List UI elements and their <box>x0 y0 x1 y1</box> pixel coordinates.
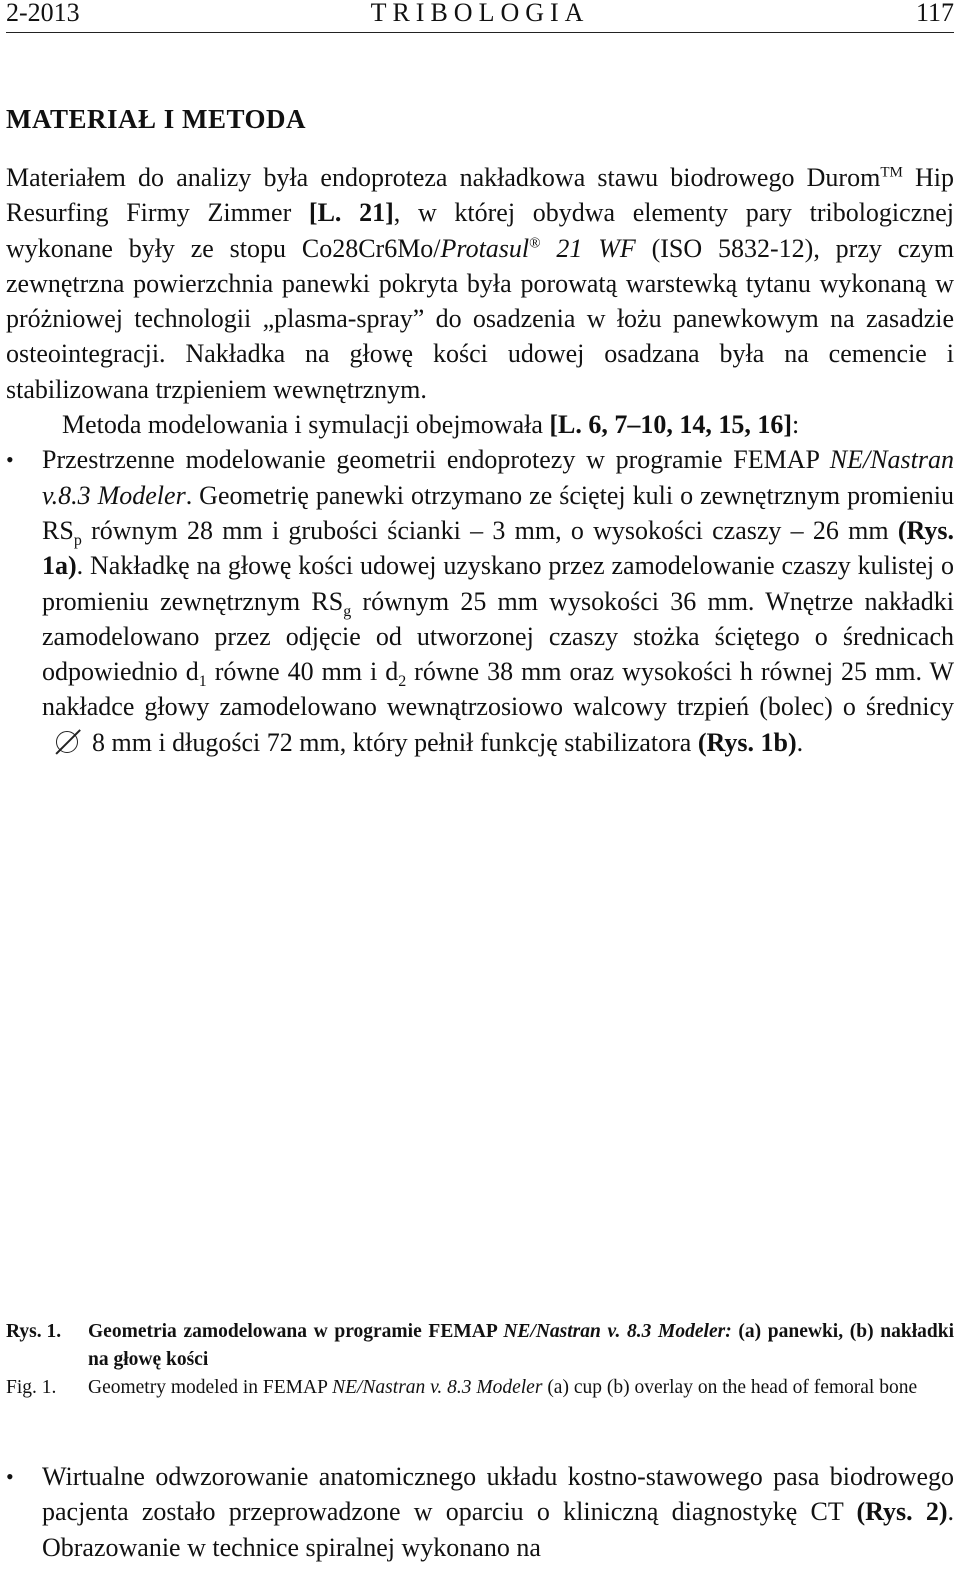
text-run: , w której obydwa elementy pary tribologicznej wykonane były ze stopu Co28Cr6Mo/ <box>6 198 954 263</box>
list-item <box>6 442 954 760</box>
trademark-sup: TM <box>880 164 903 181</box>
registered-sup: ® <box>529 234 541 251</box>
bullet-icon: • <box>6 447 14 473</box>
text-run: (ISO 5832-12), przy czym zewnętrzna powierzchnia panewki pokryta była porowatą warstewką tytanu wykonaną w próżniowej technologii „plasma-spray” do osadzenia w łożu panewkowym na zasadzie osteointegracji. Nakładka na głowę kości udowej osadzana była na cemencie i stabilizowana trzpieniem wewnętrznym. <box>6 233 955 404</box>
software-name: NE/Nastran v.8.3 Modeler <box>42 445 954 510</box>
text-run: (a) cup (b) overlay on the head of femoral bone <box>542 1377 918 1398</box>
subscript: p <box>73 532 82 550</box>
figure-caption <box>6 1318 954 1402</box>
caption-text <box>88 1318 954 1374</box>
caption-polish <box>6 1318 954 1374</box>
reference: [L. 21] <box>308 198 394 228</box>
reference: [L. 6, 7–10, 14, 15, 16] <box>549 410 793 440</box>
list-item <box>6 1459 954 1565</box>
section-title: MATERIAŁ I METODA <box>6 104 307 134</box>
text-run: Wirtualne odwzorowanie anatomicznego układu kostno-stawowego pasa biodrowego pacjenta zostało przeprowadzone w oparciu o kliniczną diagnostykę CT <box>42 1462 954 1527</box>
text-run: Materiałem do analizy była endoproteza nakładkowa stawu biodrowego Durom <box>6 163 881 192</box>
text-run: . Obrazowanie w technice spiralnej wykonano na <box>42 1497 955 1562</box>
diameter-symbol-icon <box>56 731 78 753</box>
text-run: równym 28 mm i grubości ścianki – 3 mm, o wysokości czaszy – 26 mm <box>81 515 898 545</box>
issue-number: 2-2013 <box>6 0 80 27</box>
material-name: Protasul <box>440 233 530 263</box>
text-run: (a) panewki, (b) nakładki na głowę kości <box>88 1321 954 1370</box>
paragraph-materials <box>6 160 954 407</box>
figure-reference: (Rys. 2) <box>856 1497 948 1527</box>
caption-english <box>6 1374 954 1402</box>
text-run: równe 38 mm oraz wysokości h równej 25 mm. W nakładce głowy zamodelowano wewnątrzosiowo walcowy trzpień (bolec) o średnicy <box>42 657 954 722</box>
text-run: : <box>792 410 800 440</box>
figure-reference: (Rys. 1a) <box>42 515 954 581</box>
subscript: g <box>343 602 352 620</box>
caption-label: Fig. 1. <box>6 1377 57 1398</box>
material-grade: 21 WF <box>540 233 636 263</box>
software-name: NE/Nastran v. 8.3 Modeler: <box>503 1321 732 1342</box>
software-name: NE/Nastran v. 8.3 Modeler <box>332 1377 543 1398</box>
text-run: . Geometrię panewki otrzymano ze ściętej kuli o zewnętrznym promieniu RS <box>42 480 954 545</box>
text-run: 8 mm i długości 72 mm, który pełnił funkcję stabilizatora <box>92 727 698 757</box>
body-text <box>6 160 954 760</box>
text-run: Hip Resurfing Firmy Zimmer <box>6 163 954 228</box>
text-run: Geometria zamodelowana w programie FEMAP <box>88 1321 504 1342</box>
text-run: . <box>796 727 804 757</box>
bullet-icon: • <box>6 1464 14 1489</box>
journal-title: TRIBOLOGIA <box>370 0 590 27</box>
page-number: 117 <box>915 0 954 27</box>
subscript: 1 <box>198 673 207 691</box>
text-run: równe 40 mm i d <box>206 657 399 687</box>
method-list-continued <box>6 1459 954 1565</box>
page-header <box>6 0 954 33</box>
paragraph-method <box>6 407 954 442</box>
text-run: . Nakładkę na głowę kości udowej uzyskano przez zamodelowanie czaszy kulistej o promieniu zewnętrznym RS <box>42 551 954 616</box>
figure-reference: (Rys. 1b) <box>697 727 797 757</box>
text-run: Geometry modeled in FEMAP <box>88 1377 333 1398</box>
text-run: Metoda modelowania i symulacji obejmowała <box>62 410 550 440</box>
text-run: Przestrzenne modelowanie geometrii endoprotezy w programie FEMAP <box>42 445 830 475</box>
text-run: równym 25 mm wysokości 36 mm. Wnętrze nakładki zamodelowano przez odjęcie od utworzonej czaszy stożka ściętego o średnicach odpowiednio d <box>42 586 954 687</box>
subscript: 2 <box>398 673 407 691</box>
method-list <box>6 442 954 760</box>
caption-text <box>88 1374 954 1402</box>
caption-label: Rys. 1. <box>6 1321 62 1342</box>
